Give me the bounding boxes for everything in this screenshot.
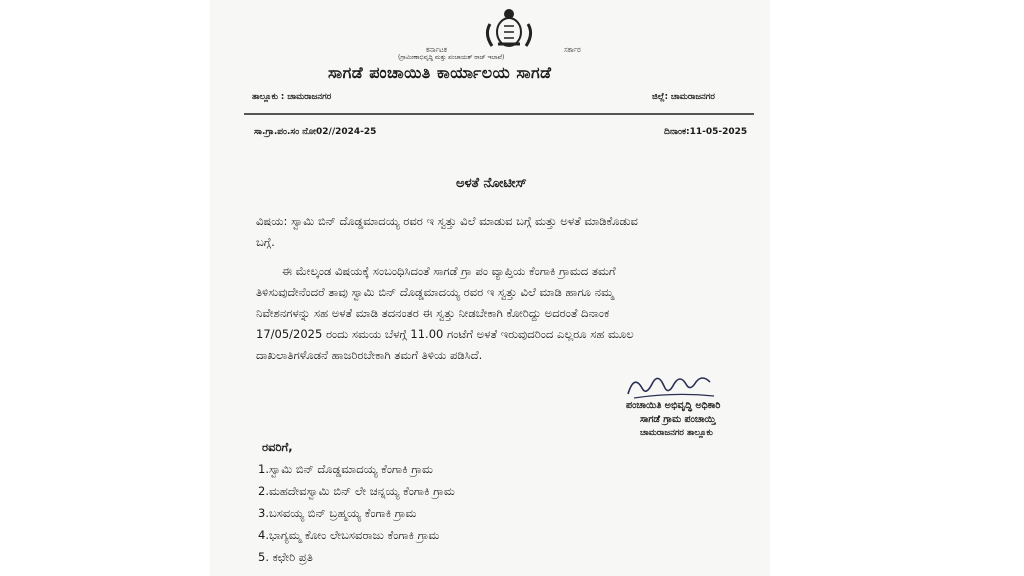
body-line-4: 17/05/2025 ರಂದು ಸಮಯ ಬೆಳಗ್ಗೆ 11.00 ಗಂಟೆಗೆ ಅಳತೆ ಇರುವುದರಿಂದ ಎಲ್ಲರೂ ಸಹ ಮೂಲ	[256, 327, 634, 341]
body-line-3: ನಿವೇಶನಗಳನ್ನು ಸಹ ಅಳತೆ ಮಾಡಿ ತದನಂತರ ಈ ಸ್ವತ್ತು ನೀಡಬೇಕಾಗಿ ಕೋರಿದ್ದು ಅದರಂತೆ ದಿನಾಂಕ	[256, 306, 610, 320]
subject-line-1: ವಿಷಯ: ಸ್ವಾಮಿ ಬಿನ್ ದೊಡ್ಡಮಾದಯ್ಯ ರವರ ಇ ಸ್ವತ್ತು ವಿಲೆ ಮಾಡುವ ಬಗ್ಗೆ ಮತ್ತು ಅಳತೆ ಮಾಡಿಕೊಡುವ	[256, 214, 638, 228]
body-line-2: ತಿಳಿಸುವುದೇನೆಂದರೆ ತಾವು ಸ್ವಾಮಿ ಬಿನ್ ದೊಡ್ಡಮಾದಯ್ಯ ರವರ ಇ ಸ್ವತ್ತು ವಿಲೆ ಮಾಡಿ ಹಾಗೂ ನಮ್ಮ	[256, 285, 614, 299]
handwritten-signature	[620, 370, 730, 404]
recipients-label: ರವರಿಗೆ,	[262, 440, 293, 454]
state-emblem-icon	[478, 4, 540, 52]
body-line-5: ದಾಖಲಾತಿಗಳೊಡನೆ ಹಾಜರಿರಬೇಕಾಗಿ ತಮಗೆ ತಿಳಿಯ ಪಡಿಸಿದೆ.	[256, 348, 483, 362]
recipient-item-1: 1.ಸ್ವಾಮಿ ಬಿನ್ ದೊಡ್ಡಮಾದಯ್ಯ ಕೆಂಗಾಕಿ ಗ್ರಾಮ	[258, 462, 433, 476]
signature-panchayat: ಸಾಗಡೆ ಗ್ರಾಮ ಪಂಚಾಯ್ತಿ	[640, 414, 716, 425]
recipient-item-2: 2.ಮಹದೇವಸ್ವಾಮಿ ಬಿನ್ ಲೇ ಚನ್ನಯ್ಯ ಕೆಂಗಾಕಿ ಗ್ರಾಮ	[258, 484, 455, 498]
header-right-small: ಸರ್ಕಾರ	[564, 46, 581, 54]
office-title: ಸಾಗಡೆ ಪಂಚಾಯಿತಿ ಕಾರ್ಯಾಲಯ ಸಾಗಡೆ	[328, 63, 552, 82]
header-left-small: ಕರ್ನಾಟಕ	[426, 46, 447, 54]
body-line-1: ಈ ಮೇಲ್ಕಂಡ ವಿಷಯಕ್ಕೆ ಸಂಬಂಧಿಸಿದಂತೆ ಸಾಗಡೆ ಗ್ರಾ ಪಂ ವ್ಯಾಪ್ತಿಯ ಕೆಂಗಾಕಿ ಗ್ರಾಮದ ತಮಗೆ	[282, 264, 616, 278]
recipient-item-4: 4.ಭಾಗ್ಯಮ್ಮ ಕೋಂ ಲೇಬಸವರಾಜು ಕೆಂಗಾಕಿ ಗ್ರಾಮ	[258, 528, 440, 542]
header-department: (ಗ್ರಾಮೀಣಾಭಿವೃದ್ಧಿ ಮತ್ತು ಪಂಚಾಯತ್ ರಾಜ್ ಇಲಾಖೆ)	[398, 54, 505, 61]
reference-number: ಸಾ.ಗ್ರಾ.ಪಂ.ಸಂ ನೋ02//2024-25	[254, 127, 377, 137]
document-date: ದಿನಾಂಕ:11-05-2025	[664, 127, 748, 137]
district-label: ಜಿಲ್ಲೆ: ಚಾಮರಾಜನಗರ	[652, 92, 715, 102]
recipient-item-5: 5. ಕಛೇರಿ ಪ್ರತಿ	[258, 550, 313, 564]
signature-designation: ಪಂಚಾಯಿತಿ ಅಭಿವೃದ್ಧಿ ಅಧಿಕಾರಿ	[626, 400, 721, 411]
signature-taluk: ಚಾಮರಾಜನಗರ ತಾಲ್ಲೂಕು	[640, 428, 713, 438]
header-rule	[244, 113, 754, 115]
subject-line-2: ಬಗ್ಗೆ.	[256, 235, 275, 249]
notice-title: ಅಳತೆ ನೋಟೀಸ್	[456, 176, 527, 191]
taluk-label: ತಾಲ್ಲೂಕು : ಚಾಮರಾಜನಗರ	[252, 92, 332, 102]
recipient-item-3: 3.ಬಸವಯ್ಯ ಬಿನ್ ಬ್ರಹ್ಮಯ್ಯ ಕೆಂಗಾಕಿ ಗ್ರಾಮ	[258, 506, 417, 520]
